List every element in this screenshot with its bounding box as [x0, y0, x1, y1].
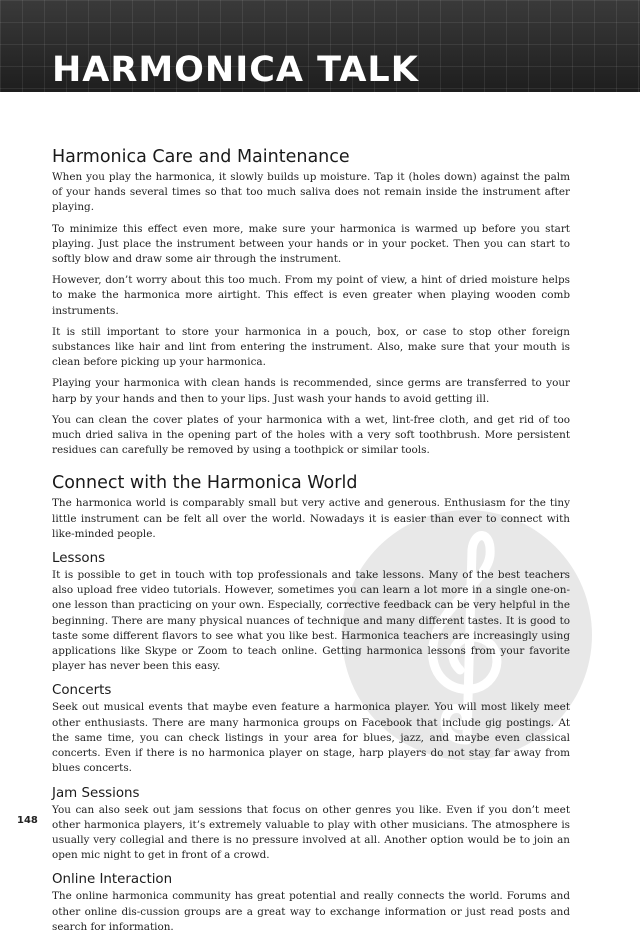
section-title-care: Harmonica Care and Maintenance [52, 147, 350, 167]
section-title-connect: Connect with the Harmonica World [52, 473, 358, 494]
paragraph: It is still important to store your harmonica in a pouch, box, or case to stop other foreign substances like hair and lint from entering the instrument. Also, make sure that your mouth is clean before picking up your harmonica. [52, 325, 570, 369]
paragraph: The online harmonica community has great potential and really connects the world. Forums and other online dis-cussion groups are a great way to exchange information or just read posts and search for information. [52, 890, 570, 933]
chapter-header-banner [0, 0, 640, 92]
paragraph: You can clean the cover plates of your harmonica with a wet, lint-free cloth, and get rid of too much dried saliva in the opening part of the holes with a very soft toothbrush. More persistent residues can carefully be removed by using a toothpick or similar tools. [52, 413, 570, 457]
paragraph: You can also seek out jam sessions that focus on other genres you like. Even if you don’t meet other harmonica players, it’s extremely valuable to play with other musicians. The atmosphere is usually very collegial and there is no pressure involved at all. Another option would be to join an open mic night to get in front of a crowd. [52, 803, 570, 862]
paragraph: However, don’t worry about this too much. From my point of view, a hint of dried moisture helps to make the harmonica more airtight. This effect is even greater when playing wooden comb instruments. [52, 274, 570, 317]
paragraph: The harmonica world is comparably small but very active and generous. Enthusiasm for the tiny little instrument can be felt all over the world. Nowadays it is easier than ever to connect with like-minded people. [52, 497, 570, 540]
subsection-title-online-interaction: Online Interaction [52, 872, 173, 888]
paragraph: It is possible to get in touch with top professionals and take lessons. Many of the best teachers also upload free video tutorials. However, sometimes you can learn a lot more in a single one-on-one lesson than practicing on your own. Especially, corrective feedback can be very helpful in the beginning. There are many physical nuances of technique and many different tastes. It is good to taste some different flavors to see what you like best. Harmonica teachers are increasingly using applications like Skype or Zoom to teach online. Getting harmonica lessons from your favorite player has never been this easy. [52, 569, 570, 673]
chapter-title: HARMONICA TALK [52, 50, 419, 90]
page-number: 148 [17, 815, 38, 826]
paragraph: When you play the harmonica, it slowly builds up moisture. Tap it (holes down) against the palm of your hands several times so that too much saliva does not remain inside the instrument after playing. [52, 171, 570, 214]
subsection-title-jam-sessions: Jam Sessions [52, 785, 140, 801]
paragraph: Playing your harmonica with clean hands is recommended, since germs are transferred to your harp by your hands and then to your lips. Just wash your hands to avoid getting ill. [52, 377, 570, 405]
subsection-title-lessons: Lessons [52, 551, 106, 567]
subsection-title-concerts: Concerts [52, 683, 112, 699]
page-content [52, 140, 570, 941]
paragraph: To minimize this effect even more, make sure your harmonica is warmed up before you start playing. Just place the instrument between your hands or in your pocket. Then you can start to softly blow and draw some air through the instrument. [52, 222, 570, 266]
paragraph: Seek out musical events that maybe even feature a harmonica player. You will most likely meet other enthusiasts. There are many harmonica groups on Facebook that include gig postings. At the same time, you can check listings in your area for blues, jazz, and maybe even classical concerts. Even if there is no harmonica player on stage, harp players do not stay far away from blues concerts. [52, 701, 570, 775]
